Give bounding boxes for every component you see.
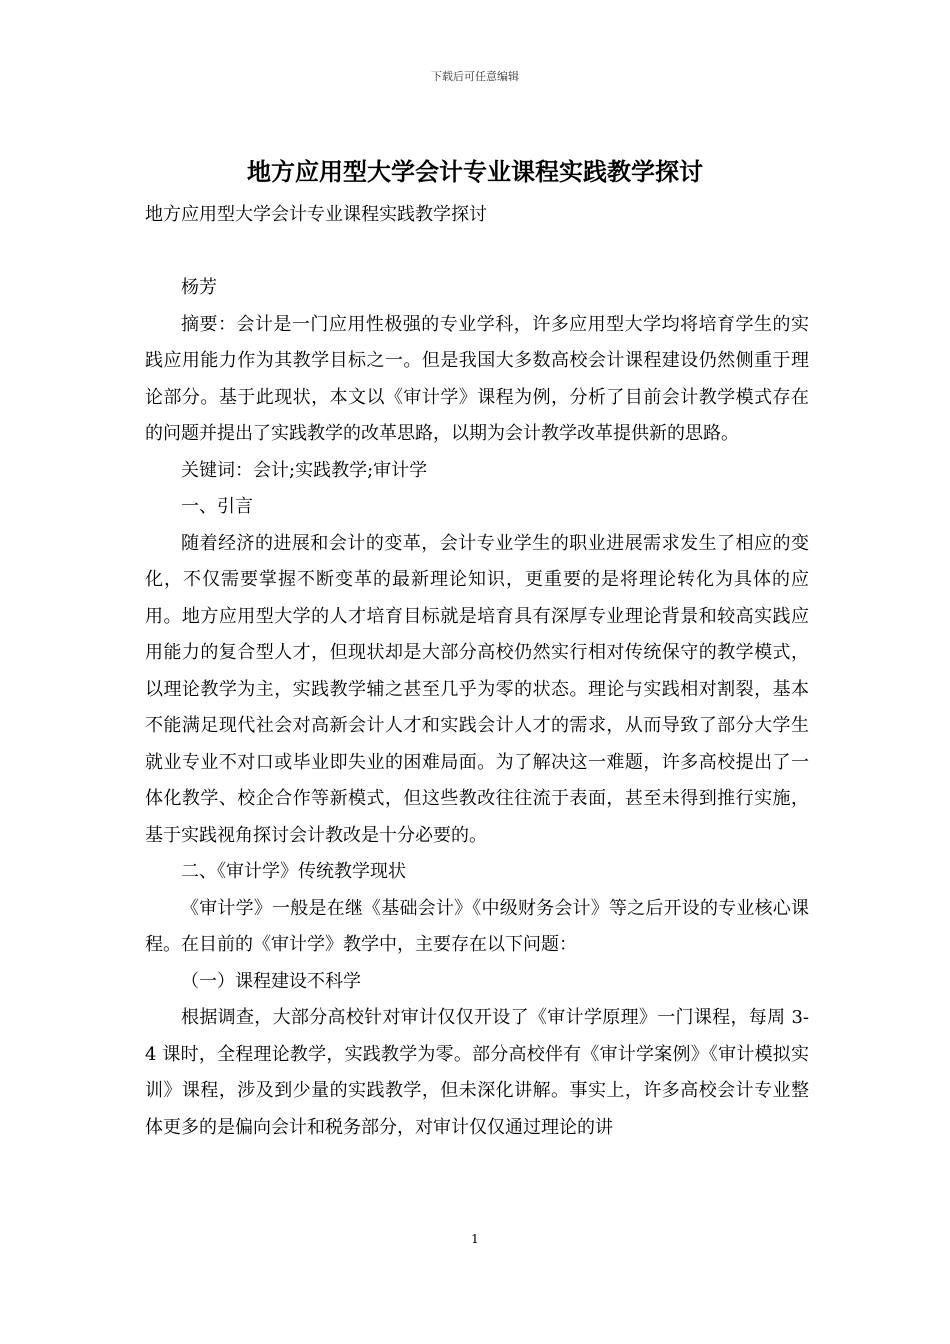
section-heading-current-status: 二、《审计学》传统教学现状 bbox=[181, 861, 406, 882]
document-subtitle: 地方应用型大学会计专业课程实践教学探讨 bbox=[145, 204, 487, 225]
document-body bbox=[145, 270, 809, 1146]
subsection-heading-curriculum: （一）课程建设不科学 bbox=[181, 970, 361, 992]
author-name: 杨芳 bbox=[181, 277, 217, 298]
curriculum-paragraph: 根据调查，大部分高校针对审计仅仅开设了《审计学原理》一门课程，每周 3-4 课时，全程理论教学，实践教学为零。部分高校伴有《审计学案例》《审计模拟实训》课程，涉及到少量的实践教学，但未深化讲解。事实上，许多高校会计专业整体更多的是偏向会计和税务部分，对审计仅仅通过理论的讲 bbox=[145, 1007, 809, 1138]
section-heading-introduction: 一、引言 bbox=[181, 496, 253, 517]
page-number: 1 bbox=[471, 1232, 479, 1246]
keywords-paragraph: 关键词：会计;实践教学;审计学 bbox=[181, 459, 428, 481]
current-status-paragraph: 《审计学》一般是在继《基础会计》《中级财务会计》等之后开设的专业核心课程。在目前的《审计学》教学中，主要存在以下问题： bbox=[145, 897, 809, 955]
introduction-paragraph: 随着经济的进展和会计的变革，会计专业学生的职业进展需求发生了相应的变化，不仅需要掌握不断变革的最新理论知识，更重要的是将理论转化为具体的应用。地方应用型大学的人才培育目标就是培育具有深厚专业理论背景和较高实践应用能力的复合型人才，但现状却是大部分高校仍然实行相对传统保守的教学模式，以理论教学为主，实践教学辅之甚至几乎为零的状态。理论与实践相对割裂，基本不能满足现代社会对高新会计人才和实践会计人才的需求，从而导致了部分大学生就业专业不对口或毕业即失业的困难局面。为了解决这一难题，许多高校提出了一体化教学、校企合作等新模式，但这些教改往往流于表面，甚至未得到推行实施，基于实践视角探讨会计教改是十分必要的。 bbox=[145, 532, 809, 846]
document-title: 地方应用型大学会计专业课程实践教学探讨 bbox=[247, 157, 703, 186]
header-note: 下载后可任意编辑 bbox=[431, 70, 519, 83]
abstract-paragraph: 摘要：会计是一门应用性极强的专业学科，许多应用型大学均将培育学生的实践应用能力作为其教学目标之一。但是我国大多数高校会计课程建设仍然侧重于理论部分。基于此现状，本文以《审计学》课程为例，分析了目前会计教学模式存在的问题并提出了实践教学的改革思路，以期为会计教学改革提供新的思路。 bbox=[145, 313, 809, 444]
